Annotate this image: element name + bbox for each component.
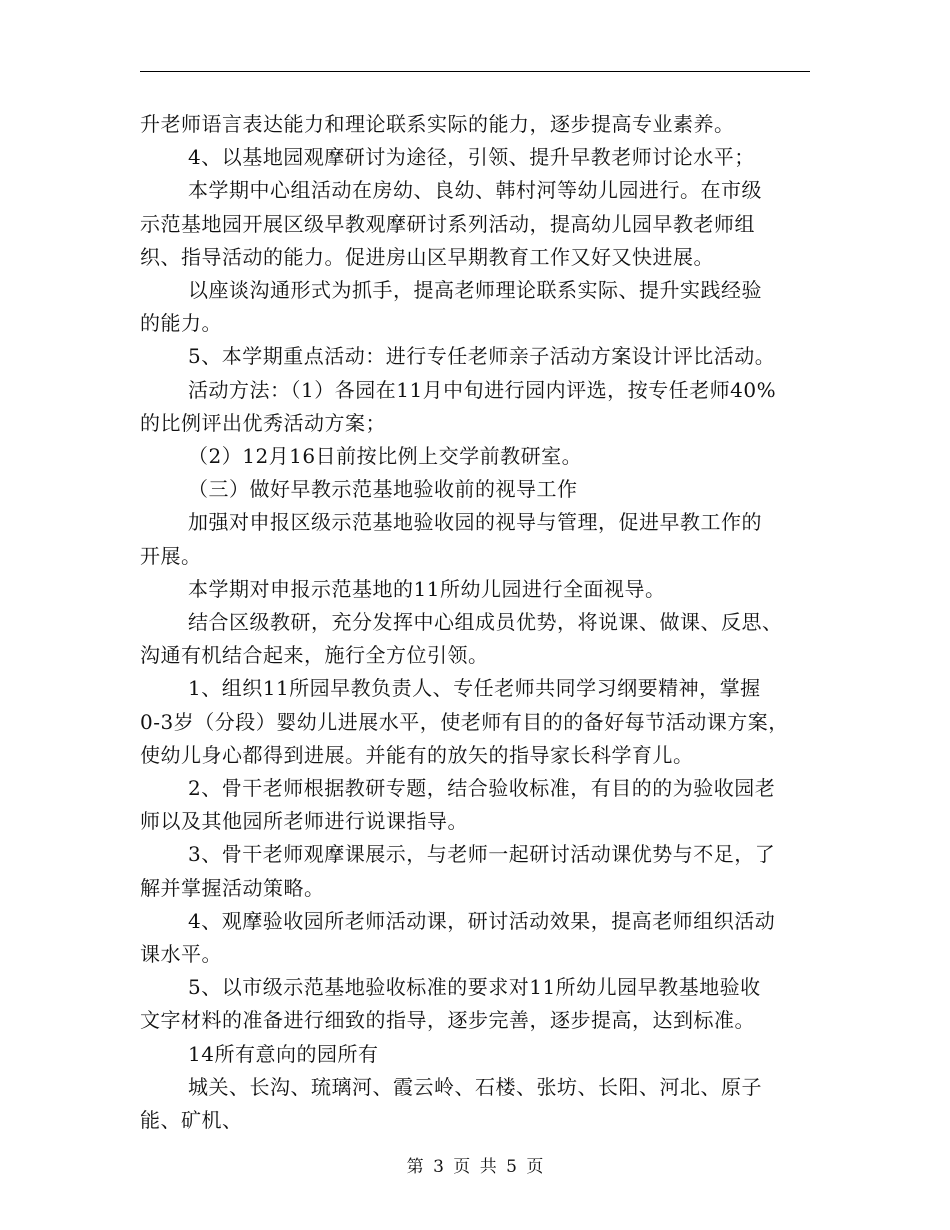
paragraph-line: 本学期中心组活动在房幼、良幼、韩村河等幼儿园进行。在市级 [188,178,762,202]
paragraph-line: （2）12月16日前按比例上交学前教研室。 [188,444,583,468]
paragraph-line: 使幼儿身心都得到进展。并能有的放矢的指导家长科学育儿。 [140,743,694,767]
paragraph-line: 的比例评出优秀活动方案； [140,411,386,435]
paragraph-line: 示范基地园开展区级早教观摩研讨系列活动，提高幼儿园早教老师组 [140,212,755,236]
paragraph-line: 升老师语言表达能力和理论联系实际的能力，逐步提高专业素养。 [140,112,735,136]
paragraph-line: 开展。 [140,544,202,568]
paragraph-line: 能、矿机、 [140,1108,243,1132]
paragraph-line: 解并掌握活动策略。 [140,876,325,900]
page-number-footer: 第 3 页 共 5 页 [406,1157,544,1177]
paragraph-line: 以座谈沟通形式为抓手，提高老师理论联系实际、提升实践经验 [188,278,762,302]
paragraph-line: 14所有意向的园所有 [188,1042,379,1066]
paragraph-line: 2、骨干老师根据教研专题，结合验收标准，有目的的为验收园老 [188,776,776,800]
paragraph-line: 师以及其他园所老师进行说课指导。 [140,809,468,833]
paragraph-line: 1、组织11所园早教负责人、专任老师共同学习纲要精神，掌握 [188,676,761,700]
section-heading: （三）做好早教示范基地验收前的视导工作 [188,477,578,501]
paragraph-line: 织、指导活动的能力。促进房山区早期教育工作又好又快进展。 [140,245,714,269]
paragraph-line: 活动方法：（1）各园在11月中旬进行园内评选，按专任老师40% [188,378,777,402]
paragraph-line: 4、观摩验收园所老师活动课，研讨活动效果，提高老师组织活动 [188,909,776,933]
paragraph-line: 课水平。 [140,942,222,966]
paragraph-line: 3、骨干老师观摩课展示，与老师一起研讨活动课优势与不足，了 [188,842,776,866]
paragraph-line: 加强对申报区级示范基地验收园的视导与管理，促进早教工作的 [188,510,762,534]
paragraph-line: 文字材料的准备进行细致的指导，逐步完善，逐步提高，达到标准。 [140,1008,755,1032]
paragraph-line: 4、以基地园观摩研讨为途径，引领、提升早教老师讨论水平； [188,145,755,169]
paragraph-line: 沟通有机结合起来，施行全方位引领。 [140,643,489,667]
header-rule [140,71,810,72]
paragraph-line: 结合区级教研，充分发挥中心组成员优势，将说课、做课、反思、 [188,610,783,634]
paragraph-line: 5、以市级示范基地验收标准的要求对11所幼儿园早教基地验收 [188,975,761,999]
paragraph-line: 城关、长沟、琉璃河、霞云岭、石楼、张坊、长阳、河北、原子 [188,1075,762,1099]
paragraph-line: 本学期对申报示范基地的11所幼儿园进行全面视导。 [188,577,666,601]
paragraph-line: 的能力。 [140,311,222,335]
paragraph-line: 0-3岁（分段）婴幼儿进展水平，使老师有目的的备好每节活动课方案， [140,710,789,734]
paragraph-line: 5、本学期重点活动：进行专任老师亲子活动方案设计评比活动。 [188,344,776,368]
